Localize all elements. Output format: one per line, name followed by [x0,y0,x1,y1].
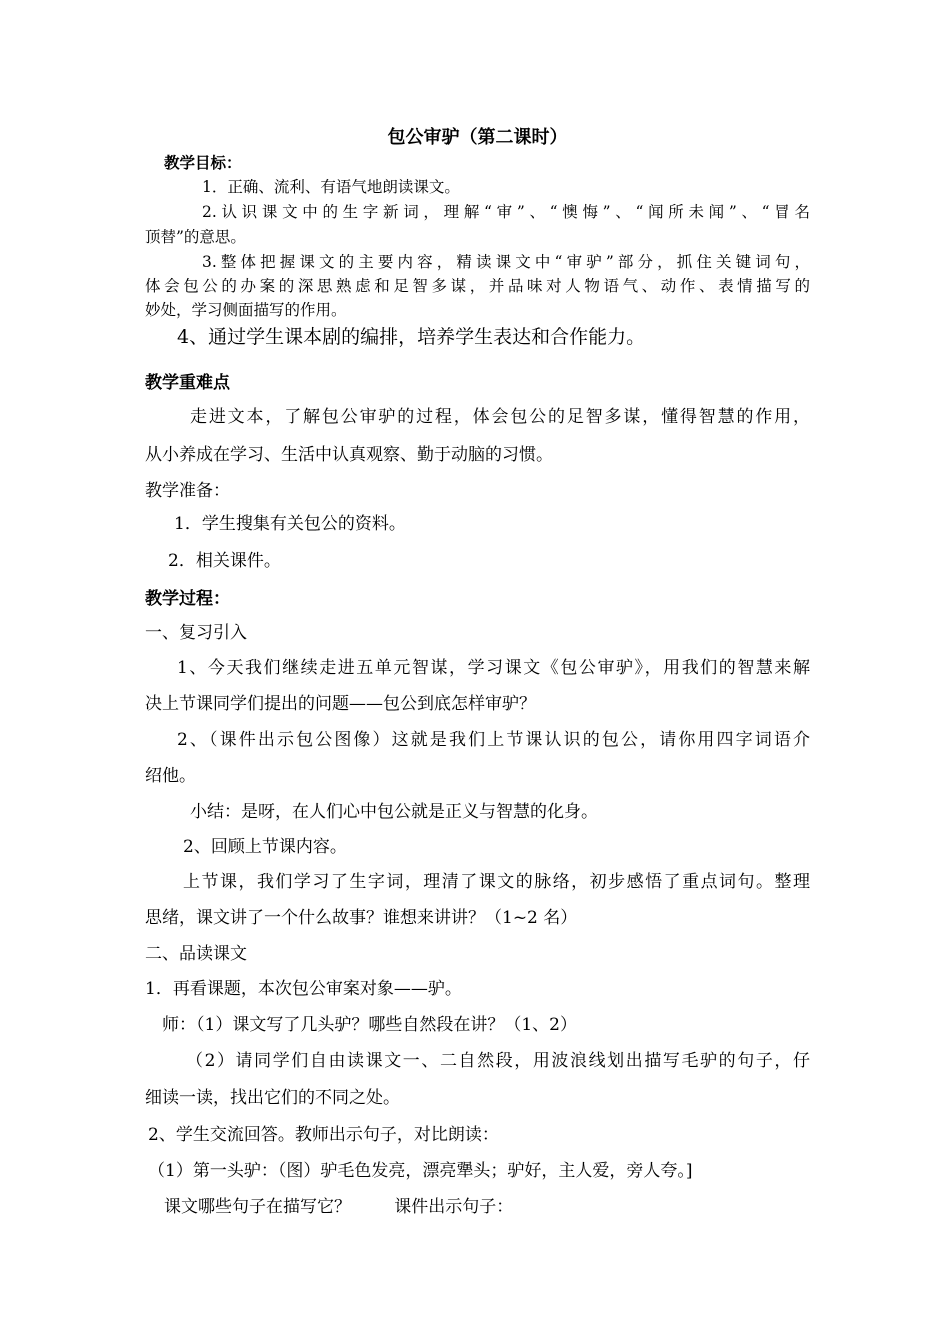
process-line-10: 二、品读课文 [145,944,247,964]
preparation-item-2: 2．相关课件。 [168,551,281,571]
process-line-15: 2、学生交流回答。教师出示句子，对比朗读： [148,1125,499,1145]
process-line-11: 1．再看课题，本次包公审案对象——驴。 [145,979,462,999]
preparation-item-1: 1．学生搜集有关包公的资料。 [174,514,406,534]
preparation-heading: 教学准备： [145,481,230,501]
process-line-12: 师：（1）课文写了几头驴？哪些自然段在讲？（1、2） [162,1015,577,1035]
process-line-8: 上节课，我们学习了生字词，理清了课文的脉络，初步感悟了重点词句。整理 [183,872,810,892]
process-line-16: （1）第一头驴：（图）驴毛色发亮，漂亮犟头；驴好，主人爱，旁人夸。] [148,1161,693,1181]
process-line-7: 2、回顾上节课内容。 [183,837,347,857]
process-line-9: 思绪，课文讲了一个什么故事？谁想来讲讲？（1~2 名） [145,908,578,928]
key-points-line-2: 从小养成在学习、生活中认真观察、勤于动脑的习惯。 [145,445,553,465]
process-line-4: 2、（课件出示包公图像）这就是我们上节课认识的包公，请你用四字词语介 [177,730,810,750]
process-heading: 教学过程： [145,589,230,609]
process-line-6: 小结：是呀，在人们心中包公就是正义与智慧的化身。 [190,802,598,822]
process-line-3: 决上节课同学们提出的问题——包公到底怎样审驴？ [145,694,536,714]
objectives-heading: 教学目标： [164,153,242,172]
process-line-2: 1、今天我们继续走进五单元智谋，学习课文《包公审驴》，用我们的智慧来解 [177,658,810,678]
process-line-1: 一、复习引入 [145,623,247,643]
objective-4: 4、通过学生课本剧的编排，培养学生表达和合作能力。 [177,326,646,348]
process-line-13: （2）请同学们自由读课文一、二自然段，用波浪线划出描写毛驴的句子，仔 [186,1051,810,1071]
objective-2-line-1: 2.认识课文中的生字新词，理解“审”、“懊悔”、“闻所未闻”、“冒名 [202,203,810,221]
objective-2-line-2: 顶替”的意思。 [145,228,246,246]
process-line-5: 绍他。 [145,766,196,786]
page-title: 包公审驴（第二课时） [387,127,568,148]
objective-3-line-3: 妙处，学习侧面描写的作用。 [145,301,347,319]
process-line-14: 细读一读，找出它们的不同之处。 [145,1088,400,1108]
objective-3-line-2: 体会包公的办案的深思熟虑和足智多谋，并品味对人物语气、动作、表情描写的 [145,277,810,295]
key-points-line-1: 走进文本，了解包公审驴的过程，体会包公的足智多谋，懂得智慧的作用， [190,407,810,427]
objective-3-line-1: 3.整体把握课文的主要内容，精读课文中“审驴”部分，抓住关键词句， [202,253,810,271]
objective-1: 1．正确、流利、有语气地朗读课文。 [202,178,460,196]
key-points-heading: 教学重难点 [145,373,230,393]
process-line-17: 课文哪些句子在描写它？ 课件出示句子： [164,1197,514,1217]
